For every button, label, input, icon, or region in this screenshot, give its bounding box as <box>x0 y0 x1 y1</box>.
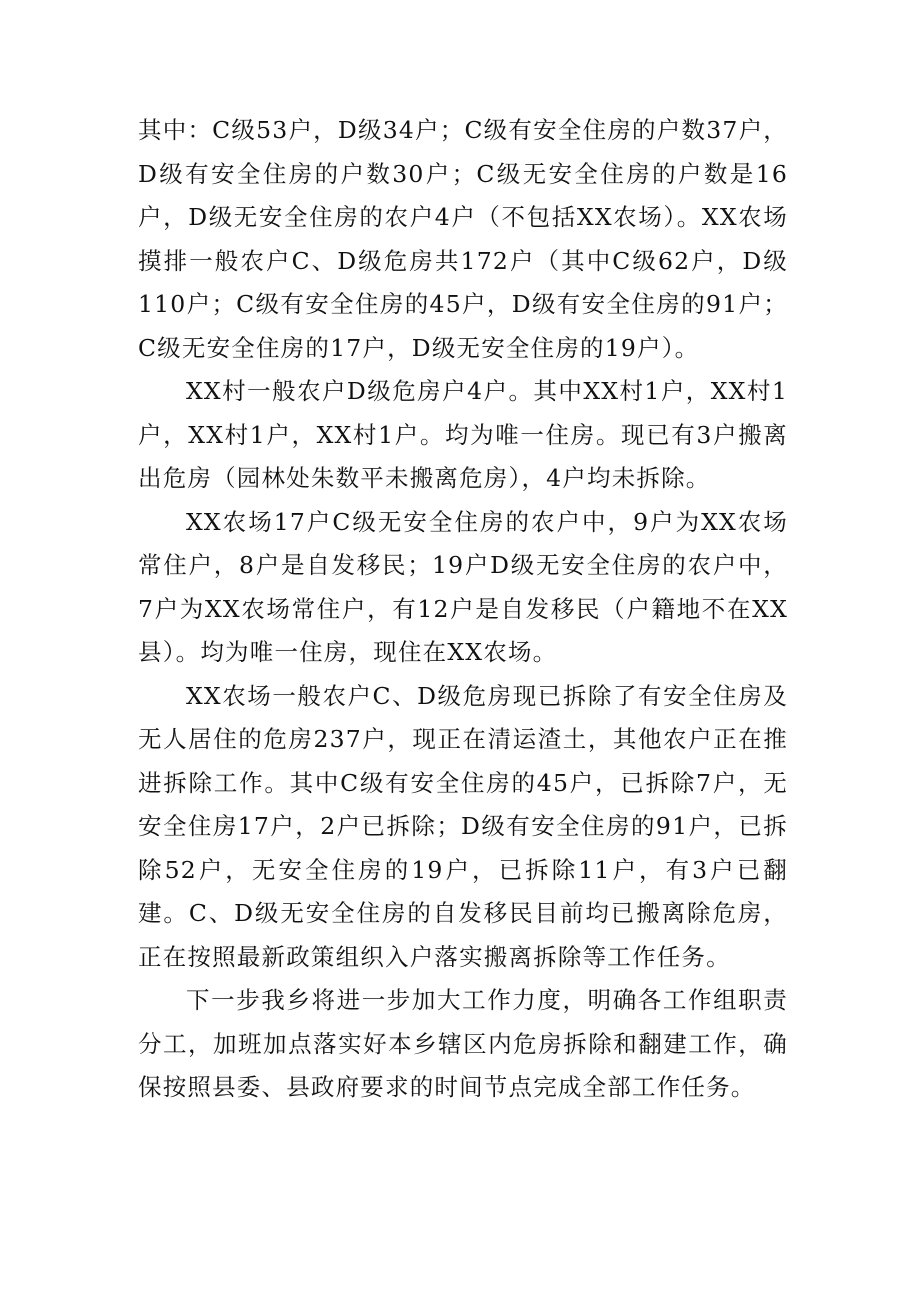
paragraph-3: XX农场17户C级无安全住房的农户中，9户为XX农场常住户，8户是自发移民；19户D级无安全住房的农户中，7户为XX农场常住户，有12户是自发移民（户籍地不在XX县）。均为唯一住房，现住在XX农场。 <box>138 507 788 666</box>
document-body <box>138 109 788 1110</box>
paragraph-5: 下一步我乡将进一步加大工作力度，明确各工作组职责分工，加班加点落实好本乡辖区内危房拆除和翻建工作，确保按照县委、县政府要求的时间节点完成全部工作任务。 <box>138 986 788 1101</box>
paragraph-2: XX村一般农户D级危房户4户。其中XX村1户，XX村1户，XX村1户，XX村1户。均为唯一住房。现已有3户搬离出危房（园林处朱数平未搬离危房），4户均未拆除。 <box>138 377 788 492</box>
paragraph-4: XX农场一般农户C、D级危房现已拆除了有安全住房及无人居住的危房237户，现正在清运渣土，其他农户正在推进拆除工作。其中C级有安全住房的45户，已拆除7户，无安全住房17户，2户已拆除；D级有安全住房的91户，已拆除52户，无安全住房的19户，已拆除11户，有3户已翻建。C、D级无安全住房的自发移民目前均已搬离除危房，正在按照最新政策组织入户落实搬离拆除等工作任务。 <box>138 681 788 971</box>
paragraph-1: 其中：C级53户，D级34户；C级有安全住房的户数37户，D级有安全住房的户数30户；C级无安全住房的户数是16户，D级无安全住房的农户4户（不包括XX农场）。XX农场摸排一般农户C、D级危房共172户（其中C级62户，D级110户；C级有安全住房的45户，D级有安全住房的91户；C级无安全住房的17户，D级无安全住房的19户）。 <box>138 116 788 362</box>
